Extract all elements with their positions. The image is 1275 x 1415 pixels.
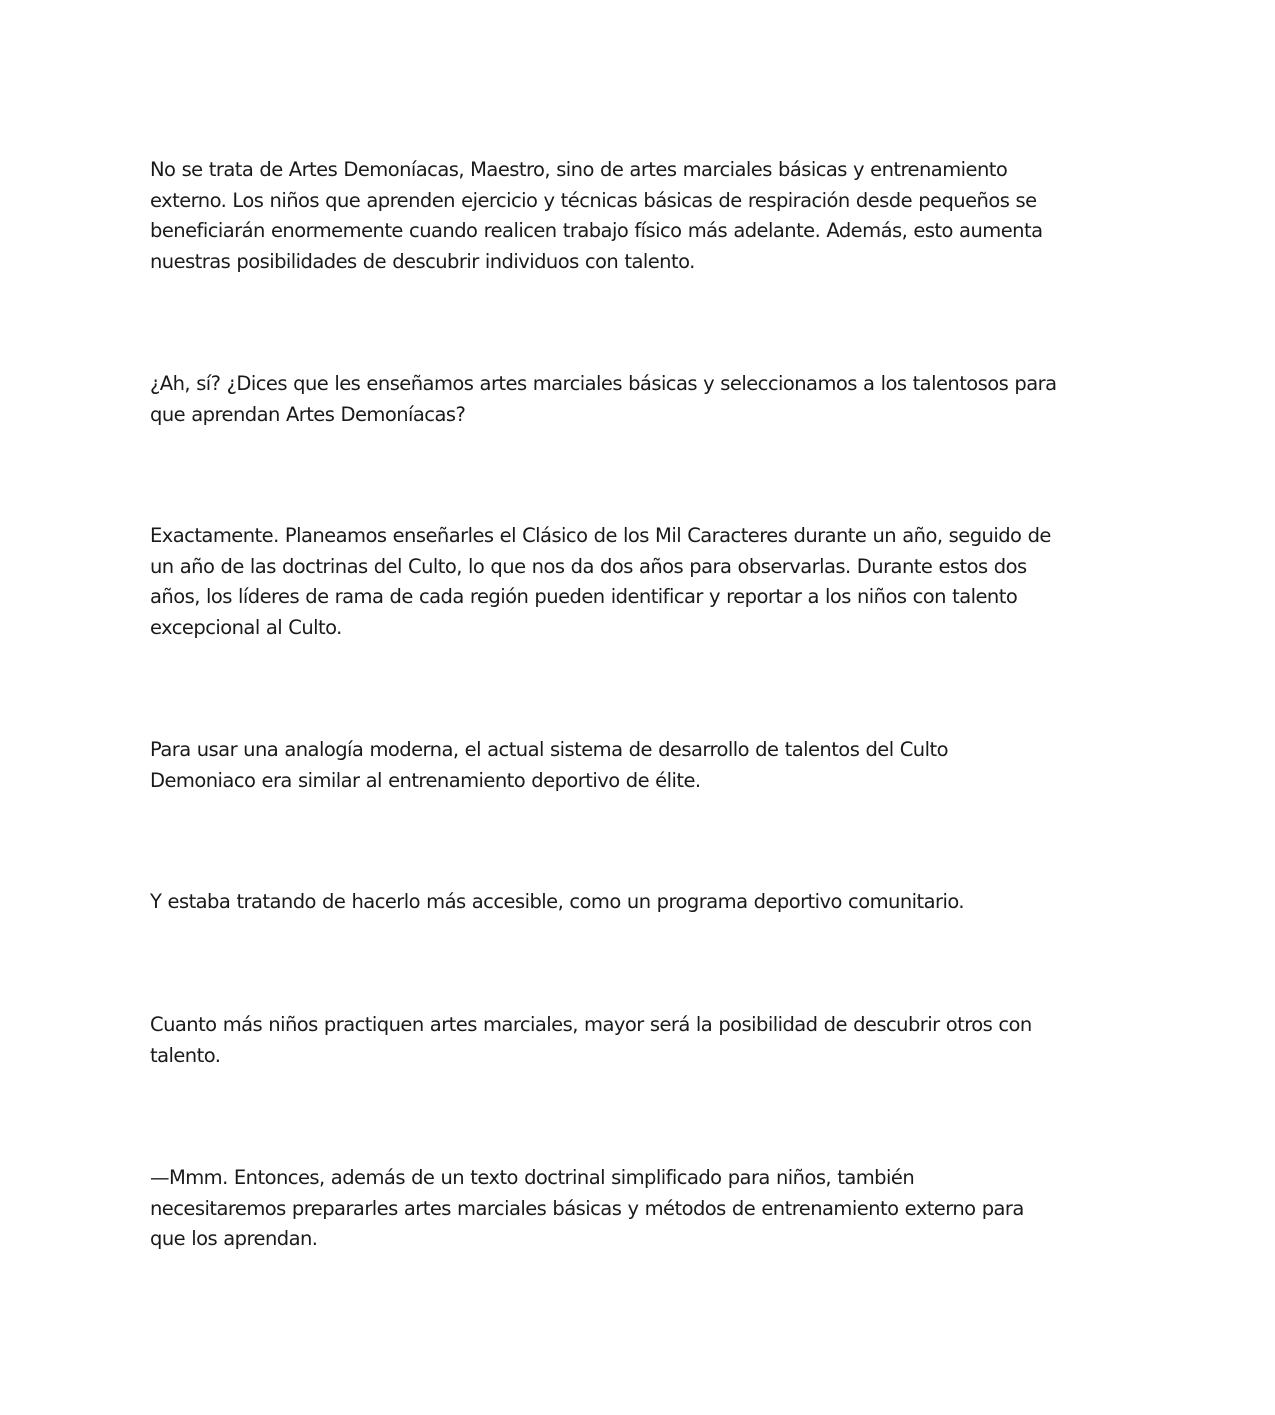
paragraph-line: No se trata de Artes Demoníacas, Maestro, sino de artes marciales básicas y entrenamiento bbox=[150, 158, 1008, 181]
paragraph-line: Para usar una analogía moderna, el actual sistema de desarrollo de talentos del Culto bbox=[150, 738, 948, 761]
paragraph-line: Demoniaco era similar al entrenamiento deportivo de élite. bbox=[150, 768, 701, 792]
paragraph-line: nuestras posibilidades de descubrir individuos con talento. bbox=[150, 249, 695, 273]
paragraph-line: excepcional al Culto. bbox=[150, 615, 342, 639]
paragraph-line: talento. bbox=[150, 1043, 221, 1067]
paragraph-2 bbox=[150, 369, 1130, 430]
paragraph-3 bbox=[150, 521, 1130, 643]
paragraph-5 bbox=[150, 887, 1130, 918]
paragraph-line: Y estaba tratando de hacerlo más accesible, como un programa deportivo comunitario. bbox=[150, 890, 965, 913]
paragraph-line: Cuanto más niños practiquen artes marciales, mayor será la posibilidad de descubrir otros con bbox=[150, 1013, 1032, 1036]
paragraph-line: años, los líderes de rama de cada región pueden identificar y reportar a los niños con talento bbox=[150, 585, 1018, 608]
paragraph-line: —Mmm. Entonces, además de un texto doctrinal simplificado para niños, también bbox=[150, 1166, 915, 1189]
paragraph-7 bbox=[150, 1163, 1130, 1255]
paragraph-line: Exactamente. Planeamos enseñarles el Clásico de los Mil Caracteres durante un año, seguido de bbox=[150, 524, 1051, 547]
paragraph-line: un año de las doctrinas del Culto, lo que nos da dos años para observarlas. Durante estos dos bbox=[150, 554, 1027, 578]
paragraph-6 bbox=[150, 1010, 1130, 1071]
paragraph-line: que aprendan Artes Demoníacas? bbox=[150, 402, 466, 426]
paragraph-line: que los aprendan. bbox=[150, 1227, 318, 1250]
paragraph-line: externo. Los niños que aprenden ejercicio y técnicas básicas de respiración desde pequeños se bbox=[150, 188, 1037, 212]
paragraph-line: beneficiarán enormemente cuando realicen trabajo físico más adelante. Además, esto aumenta bbox=[150, 219, 1043, 242]
paragraph-1 bbox=[150, 155, 1130, 277]
paragraph-4 bbox=[150, 735, 1130, 796]
paragraph-line: ¿Ah, sí? ¿Dices que les enseñamos artes marciales básicas y seleccionamos a los talentosos para bbox=[150, 372, 1057, 395]
paragraph-line: necesitaremos prepararles artes marciales básicas y métodos de entrenamiento externo para bbox=[150, 1196, 1024, 1220]
